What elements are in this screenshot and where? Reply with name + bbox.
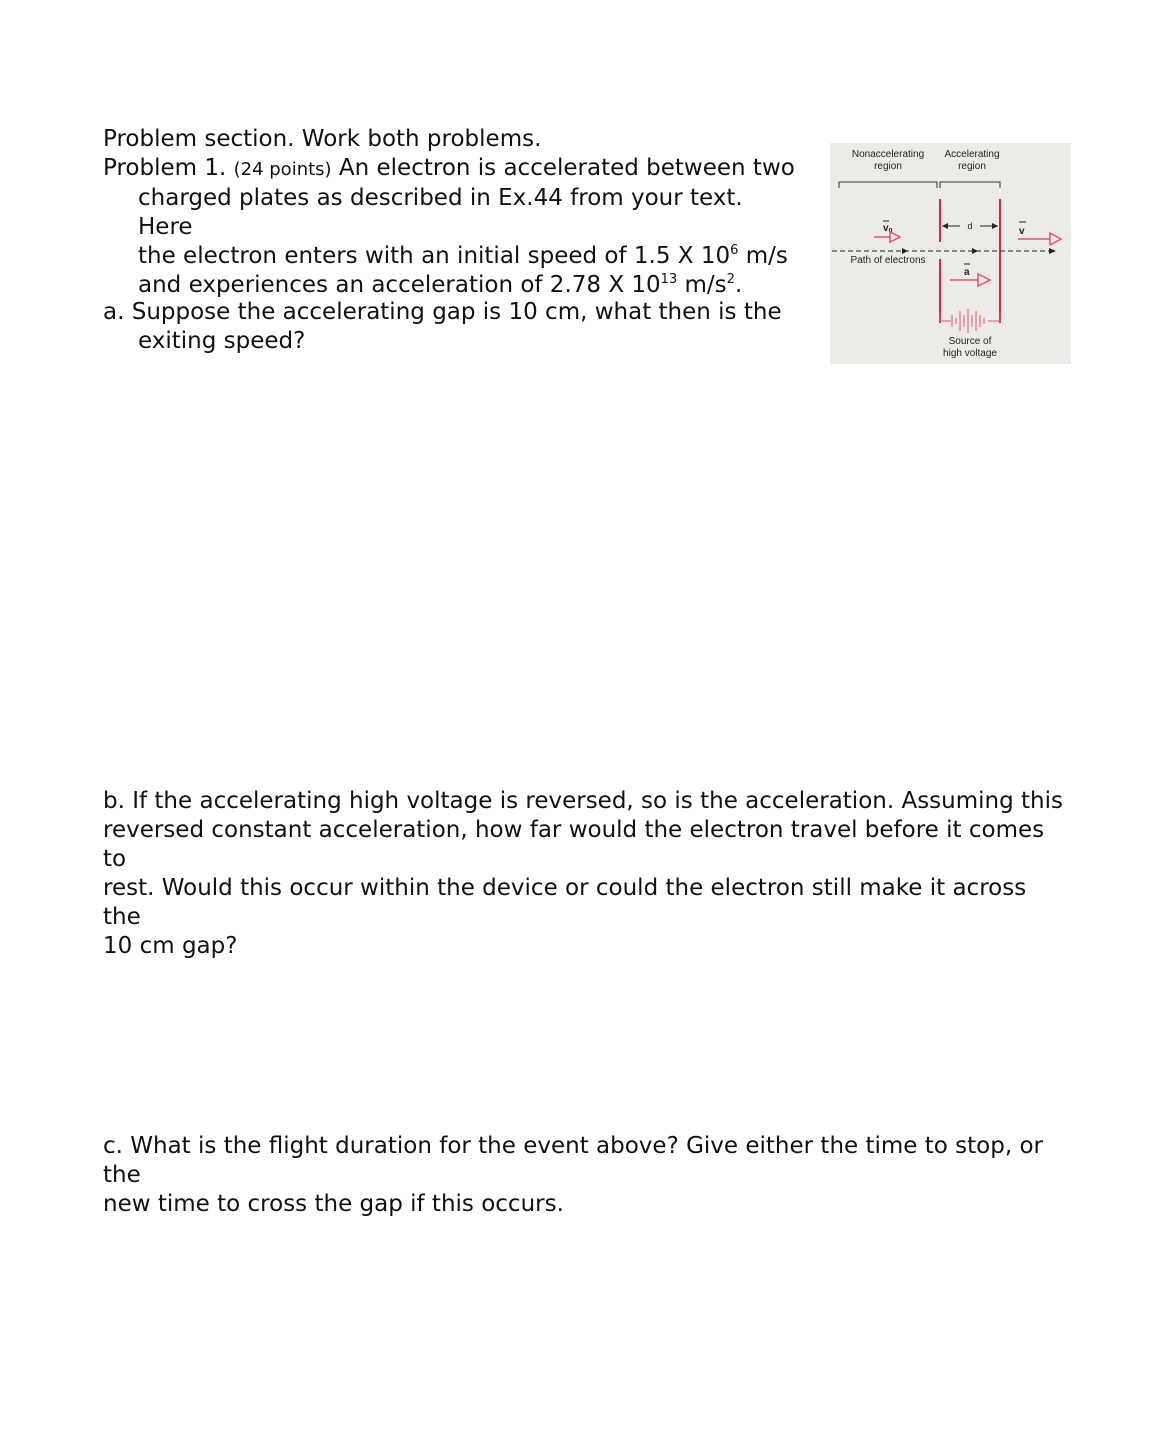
question-c-line1: c. What is the flight duration for the event above? Give either the time to stop, or the	[103, 1133, 1043, 1188]
question-b-line4: 10 cm gap?	[103, 933, 238, 959]
d-label: d	[967, 221, 973, 231]
question-a-line2: exiting speed?	[138, 328, 306, 354]
source-wire-left	[940, 313, 951, 321]
nonaccel-bracket	[839, 182, 937, 188]
path-label: Path of electrons	[850, 255, 926, 266]
source-wire-right	[988, 313, 1000, 321]
d-arrowhead-left	[942, 223, 948, 229]
problem-1-statement	[103, 154, 803, 300]
source-label-line1: Source of	[948, 336, 992, 347]
question-a-line1: a. Suppose the accelerating gap is 10 cm, what then is the	[103, 299, 782, 325]
a-label: a	[964, 267, 970, 278]
electron-accelerator-figure	[830, 143, 1071, 364]
source-label-line2: high voltage	[943, 348, 997, 359]
question-b-line2: reversed constant acceleration, how far would the electron travel before it comes to	[103, 817, 1045, 872]
accel-label-line2: region	[958, 161, 986, 172]
v-label: v	[1019, 226, 1025, 237]
section-title: Problem section. Work both problems.	[103, 126, 542, 152]
a-arrow	[950, 274, 990, 286]
accel-bracket	[940, 182, 1000, 188]
electron-path-arrowhead	[1049, 248, 1056, 254]
question-a	[103, 298, 803, 356]
d-arrowhead-right	[992, 223, 998, 229]
problem-1-line1: An electron is accelerated between two	[338, 155, 795, 181]
accel-label-line1: Accelerating	[944, 149, 1000, 160]
nonaccel-label-line2: region	[874, 161, 902, 172]
electron-path-mid-arrow	[902, 248, 908, 254]
problem-1-label: Problem 1.	[103, 155, 227, 181]
electron-path-mid-arrow-2	[972, 248, 978, 254]
question-c-line2: new time to cross the gap if this occurs.	[103, 1191, 564, 1217]
problem-1-line4: and experiences an acceleration of 2.78 X $10^{13}$ $m/s^2$.	[138, 272, 743, 298]
question-b	[103, 787, 1063, 961]
battery-icon	[952, 309, 984, 333]
question-c	[103, 1132, 1083, 1219]
nonaccel-label-line1: Nonaccelerating	[851, 149, 925, 160]
question-b-line3: rest. Would this occur within the device or could the electron still make it across the	[103, 875, 1027, 930]
problem-1-line3: the electron enters with an initial speed of 1.5 X $10^6$ m/s	[138, 243, 788, 269]
v0-label: $v_0$	[883, 223, 893, 235]
question-b-line1: b. If the accelerating high voltage is reversed, so is the acceleration. Assuming this	[103, 788, 1063, 814]
problem-1-line2: charged plates as described in Ex.44 from your text. Here	[138, 185, 743, 240]
problem-1-points: (24 points)	[233, 159, 332, 180]
figure-svg	[830, 143, 1071, 364]
